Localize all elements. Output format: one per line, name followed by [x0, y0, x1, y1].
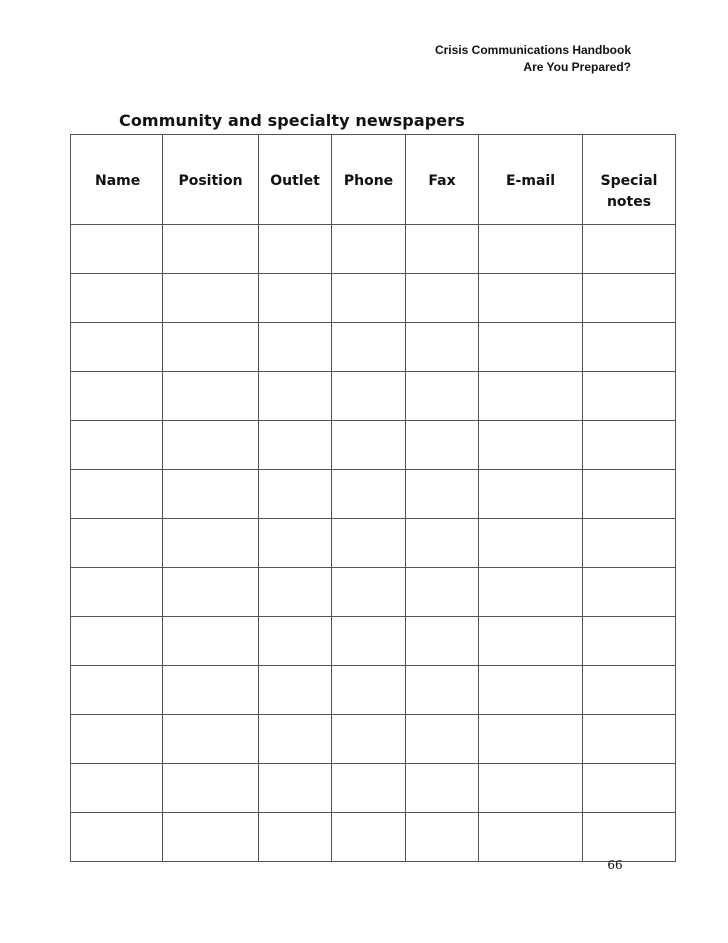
table-cell	[583, 225, 676, 274]
table-row	[71, 323, 676, 372]
table-row	[71, 225, 676, 274]
table-cell	[163, 274, 259, 323]
table-cell	[259, 323, 332, 372]
column-header-fax: Fax	[406, 135, 479, 225]
table-cell	[583, 617, 676, 666]
table-cell	[259, 225, 332, 274]
table-cell	[406, 764, 479, 813]
table-row	[71, 519, 676, 568]
table-cell	[583, 372, 676, 421]
table-cell	[332, 225, 406, 274]
table-cell	[332, 470, 406, 519]
table-cell	[406, 225, 479, 274]
table-cell	[583, 764, 676, 813]
table-cell	[583, 323, 676, 372]
table-cell	[71, 274, 163, 323]
table-cell	[406, 323, 479, 372]
table-cell	[259, 372, 332, 421]
table-cell	[163, 617, 259, 666]
table-row	[71, 470, 676, 519]
table-cell	[479, 764, 583, 813]
table-row	[71, 372, 676, 421]
table-cell	[583, 666, 676, 715]
table-cell	[583, 519, 676, 568]
table-cell	[163, 813, 259, 862]
table-cell	[259, 421, 332, 470]
page-number: 66	[607, 858, 623, 872]
table-cell	[479, 617, 583, 666]
table-cell	[406, 715, 479, 764]
table-cell	[479, 813, 583, 862]
table-cell	[583, 715, 676, 764]
table-cell	[583, 421, 676, 470]
table-cell	[583, 568, 676, 617]
table-body	[71, 225, 676, 862]
table-cell	[406, 274, 479, 323]
column-header-position: Position	[163, 135, 259, 225]
table-cell	[583, 813, 676, 862]
table-cell	[163, 470, 259, 519]
table-cell	[259, 764, 332, 813]
table-cell	[332, 519, 406, 568]
column-header-email: E-mail	[479, 135, 583, 225]
table-row	[71, 274, 676, 323]
table-cell	[332, 323, 406, 372]
table-cell	[163, 372, 259, 421]
table-cell	[71, 617, 163, 666]
table-row	[71, 421, 676, 470]
table-cell	[259, 666, 332, 715]
table-row	[71, 813, 676, 862]
table-cell	[71, 225, 163, 274]
table-cell	[406, 372, 479, 421]
table-row	[71, 666, 676, 715]
table-cell	[406, 813, 479, 862]
table-cell	[71, 666, 163, 715]
table-cell	[259, 568, 332, 617]
table-cell	[406, 519, 479, 568]
header-subtitle: Are You Prepared?	[523, 60, 631, 74]
table-cell	[163, 519, 259, 568]
header-title: Crisis Communications Handbook	[434, 43, 631, 57]
table-cell	[479, 421, 583, 470]
table-cell	[71, 421, 163, 470]
table-cell	[406, 470, 479, 519]
table-cell	[163, 421, 259, 470]
table-cell	[259, 274, 332, 323]
table-cell	[332, 715, 406, 764]
table-cell	[163, 323, 259, 372]
table-cell	[71, 764, 163, 813]
table-cell	[479, 666, 583, 715]
table-header-row	[71, 135, 676, 225]
table-cell	[332, 813, 406, 862]
table-cell	[479, 225, 583, 274]
table-cell	[406, 421, 479, 470]
table-cell	[406, 666, 479, 715]
table-cell	[583, 274, 676, 323]
table-cell	[163, 666, 259, 715]
table-row	[71, 568, 676, 617]
table-cell	[479, 274, 583, 323]
column-header-outlet: Outlet	[259, 135, 332, 225]
table-cell	[332, 372, 406, 421]
column-header-name: Name	[71, 135, 163, 225]
table-cell	[332, 421, 406, 470]
table-cell	[163, 568, 259, 617]
table-cell	[332, 568, 406, 617]
table-cell	[583, 470, 676, 519]
contact-table	[70, 134, 676, 862]
table-cell	[332, 666, 406, 715]
column-header-phone: Phone	[332, 135, 406, 225]
table-cell	[163, 715, 259, 764]
table-cell	[259, 470, 332, 519]
section-title: Community and specialty newspapers	[119, 111, 465, 130]
table-cell	[71, 372, 163, 421]
table-cell	[479, 323, 583, 372]
column-header-special-notes: Special notes	[583, 135, 676, 225]
table-cell	[163, 764, 259, 813]
table-cell	[332, 764, 406, 813]
table-cell	[71, 323, 163, 372]
table-cell	[71, 568, 163, 617]
table-row	[71, 764, 676, 813]
table-cell	[406, 617, 479, 666]
table-cell	[71, 470, 163, 519]
table-cell	[71, 715, 163, 764]
table-cell	[71, 813, 163, 862]
table-cell	[163, 225, 259, 274]
table-cell	[406, 568, 479, 617]
table-cell	[479, 519, 583, 568]
table-cell	[479, 715, 583, 764]
table-cell	[332, 617, 406, 666]
table-cell	[332, 274, 406, 323]
table-cell	[259, 519, 332, 568]
table-cell	[259, 617, 332, 666]
table-cell	[479, 470, 583, 519]
table-cell	[259, 715, 332, 764]
table-cell	[259, 813, 332, 862]
table-row	[71, 617, 676, 666]
running-header	[435, 42, 631, 76]
table-row	[71, 715, 676, 764]
table-cell	[479, 568, 583, 617]
table-cell	[479, 372, 583, 421]
table-cell	[71, 519, 163, 568]
